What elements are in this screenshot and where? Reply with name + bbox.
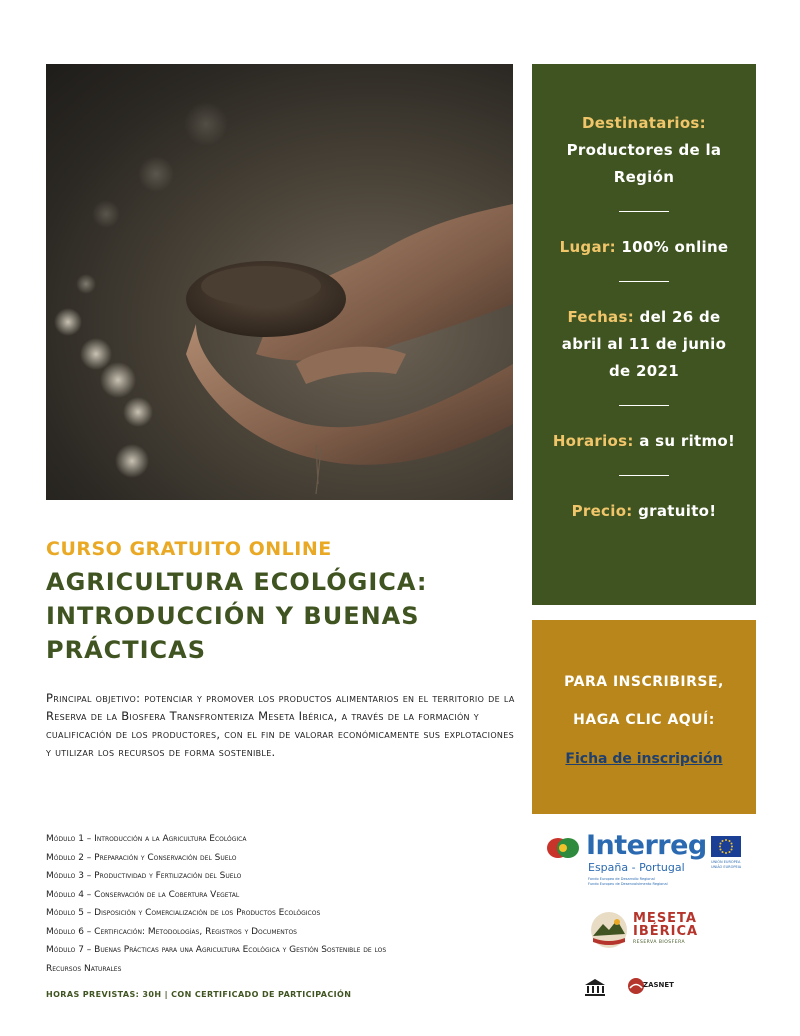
- fechas-value-2: abril al 11 de junio: [561, 335, 727, 353]
- course-title-line-2: INTRODUCCIÓN Y BUENAS: [46, 602, 420, 630]
- horarios-row: [532, 428, 756, 455]
- meseta-wordmark: MESETA IBÉRICA: [633, 911, 699, 939]
- hands-soil-illustration: [46, 64, 513, 500]
- module-item: Módulo 5 – Disposición y Comercialización de los Productos Ecológicos: [46, 908, 321, 918]
- divider: [619, 211, 669, 212]
- horarios-label: Horarios:: [552, 432, 634, 450]
- module-item: Recursos Naturales: [46, 963, 122, 974]
- course-info-panel: [532, 64, 756, 605]
- meseta-subtitle: RESERVA BIOSFERA: [633, 940, 686, 945]
- partner-logos: [583, 975, 703, 999]
- horarios-value: a su ritmo!: [639, 432, 736, 450]
- eu-caption: UNIÓN EUROPEA UNIÃO EUROPEIA: [711, 860, 742, 869]
- lugar-label: Lugar:: [559, 238, 616, 256]
- divider: [619, 475, 669, 476]
- interreg-logo: [546, 832, 756, 892]
- unesco-icon: [583, 977, 607, 997]
- course-title-line-1: AGRICULTURA ECOLÓGICA:: [46, 568, 428, 596]
- lugar-row: [532, 234, 756, 261]
- fechas-label: Fechas:: [567, 308, 634, 326]
- registration-form-link[interactable]: Ficha de inscripción: [565, 751, 723, 767]
- meseta-iberica-logo: [589, 910, 709, 954]
- zasnet-wordmark: ZASNET: [643, 981, 674, 989]
- hours-certificate-note: HORAS PREVISTAS: 30H | CON CERTIFICADO DE PARTICIPACIÓN: [46, 990, 352, 999]
- fechas-value: del 26 de: [639, 308, 721, 326]
- lugar-value: 100% online: [621, 238, 729, 256]
- interreg-fund-caption: Fondo Europeo de Desarrollo Regional Fundo Europeu de Desenvolvimento Regional: [588, 877, 668, 886]
- destinatarios-value-2: Región: [613, 168, 675, 186]
- fechas-value-3: de 2021: [609, 362, 679, 380]
- meseta-emblem-icon: [589, 910, 629, 950]
- precio-value: gratuito!: [638, 502, 717, 520]
- module-item: Módulo 7 – Buenas Prácticas para una Agricultura Ecológica y Gestión Sostenible de los: [46, 945, 387, 955]
- course-kicker: CURSO GRATUITO ONLINE: [46, 538, 332, 560]
- course-objective: Principal objetivo: potenciar y promover los productos alimentarios en el territorio de la Reserva de la Biosfera Transfronteriza Meseta Ibérica, a través de la formación y cualificación de los productores, con el fin de valorar económicamente sus explotaciones y utilizar los recursos de forma sostenible.: [46, 691, 515, 759]
- signup-panel: [532, 620, 756, 814]
- module-item: Módulo 1 – Introducción a la Agricultura Ecológica: [46, 834, 247, 844]
- divider: [619, 281, 669, 282]
- module-item: Módulo 2 – Preparación y Conservación del Suelo: [46, 852, 237, 863]
- interreg-wordmark: Interreg: [586, 830, 707, 861]
- module-item: Módulo 4 – Conservación de la Cobertura Vegetal: [46, 889, 240, 900]
- precio-row: [532, 498, 756, 525]
- divider: [619, 405, 669, 406]
- interreg-mark-icon: [546, 836, 580, 860]
- signup-line-1: PARA INSCRIBIRSE,: [564, 674, 724, 690]
- interreg-region: España - Portugal: [588, 861, 685, 874]
- eu-flag-icon: [711, 836, 741, 857]
- module-item: Módulo 3 – Productividad y Fertilización del Suelo: [46, 871, 242, 881]
- destinatarios-label: Destinatarios:: [582, 114, 706, 132]
- course-title: [46, 565, 486, 667]
- module-list: [46, 830, 526, 978]
- fechas-row: [532, 304, 756, 331]
- signup-line-2: HAGA CLIC AQUÍ:: [573, 712, 715, 728]
- module-item: Módulo 6 – Certificación: Metodologías, Registros y Documentos: [46, 926, 297, 937]
- course-title-line-3: PRÁCTICAS: [46, 636, 207, 664]
- precio-label: Precio:: [571, 502, 633, 520]
- destinatarios-value: Productores de la: [566, 141, 722, 159]
- hero-photo-hands-soil: [46, 64, 513, 500]
